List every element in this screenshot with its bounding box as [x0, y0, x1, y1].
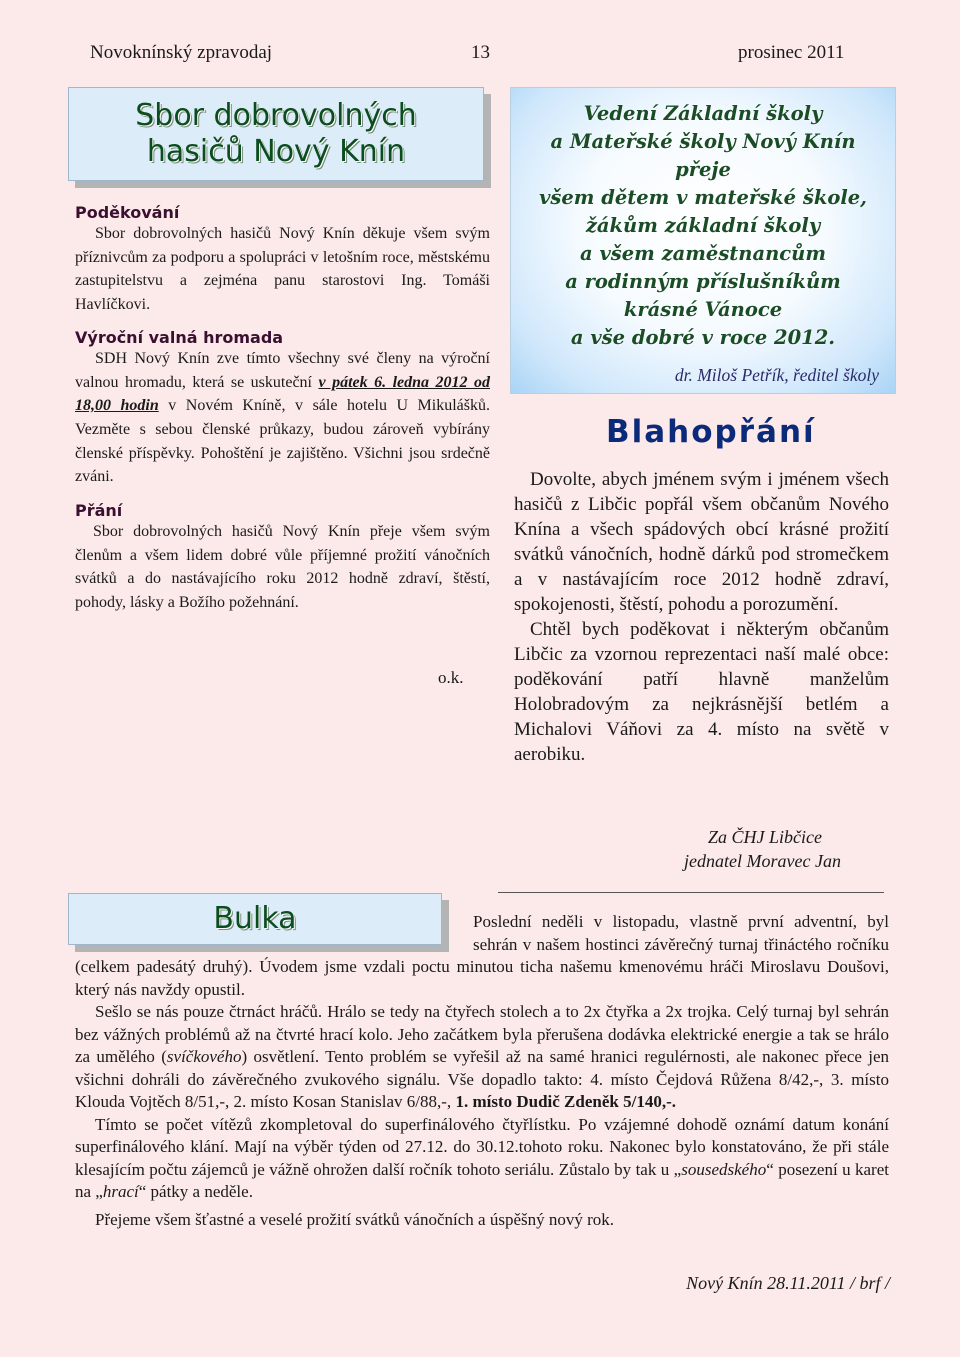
bulka-p1: Poslední neděli v listopadu, vlastně první adventní, byl sehrán v našem hostinci závěrečný turnaj třináctého ročníku (celkem padesátý druhý). Úvodem jsme vzdali poctu minutou ticha našemu kmenovému hráči Miroslavu Doušovi, který nás navždy opustil.	[75, 912, 889, 999]
bulka-winner: 1. místo Dudič Zdeněk 5/140,-.	[455, 1092, 676, 1111]
greeting-line: a rodinným příslušníkům	[565, 270, 841, 293]
bulka-p2-italic: svíčkového	[166, 1047, 242, 1066]
header-date: prosinec 2011	[738, 42, 845, 63]
bulka-p3-italic2: hrací	[102, 1182, 139, 1201]
sdh-title-line1: Sbor dobrovolných	[135, 98, 417, 133]
bulka-p3-c: “ pátky a neděle.	[138, 1182, 253, 1201]
vyrocni-text-b: v Novém Kníně, v sále hotelu U Mikulášků. Vezměte s sebou členské průkazy, budou zároveň vybírány členské příspěvky. Pohoštění je zajištěno. Všichni jsou srdečně zváni.	[75, 397, 490, 486]
podekovani-text: Sbor dobrovolných hasičů Nový Knín děkuje všem svým příznivcům za podporu a spolupráci v letošním roce, městskému zastupitelstvu a zejména panu starostovi Ing. Tomáši Havlíčkovi.	[75, 225, 490, 314]
vyrocni-heading: Výroční valná hromada	[75, 327, 284, 347]
greeting-line: žákům základní školy	[585, 214, 821, 237]
blahoprani-p1: Dovolte, abych jménem svým i jménem všech hasičů z Libčic popřál všem občanům Nového Knína a všech spádových obcí krásné prožití svátků vánočních, hodně dárků pod stromečkem a v nastávajícím roce 2012 hodně zdraví, spokojenosti, štěstí, pohodu a porozumění.	[514, 469, 889, 615]
bulka-p3-b: “ posezení u karet na „	[75, 1159, 889, 1201]
header-page-number: 13	[471, 42, 490, 63]
greeting-signature: dr. Miloš Petřík, ředitel školy	[674, 365, 879, 385]
bulka-p3-a: Tímto se počet vítězů zkompletoval do superfinálového čtyřlístku. Po vzájemné dohodě oznámí datum konání superfinálového klání. Mají na výběr týden od 27.12. do 30.12.tohoto roku. Nakonec bylo konstatováno, že při stále klesajícím počtu zájemců je vážně ohrožen další ročník tohoto seriálu. Zůstalo by tak u „	[75, 1114, 889, 1179]
blahoprani-sig2: jednatel Moravec Jan	[684, 851, 841, 871]
sdh-title-box	[68, 87, 484, 181]
divider	[498, 892, 884, 893]
blahoprani-body	[514, 467, 889, 767]
podekovani-heading: Poděkování	[75, 203, 180, 222]
sdh-title-line2: hasičů Nový Knín	[146, 134, 406, 169]
bulka-p3	[75, 1114, 889, 1204]
bulka-p2-b: ) osvětlení. Tento problém se vyřešil až na samé hranici regulérnosti, ale nakonec přece jen všichni dohráli do závěrečného zvukového signálu. Vše dopadlo takto: 4. místo Čejdová Růžena 8/42,-, 3. místo Klouda Vojtěch 8/51,-, 2. místo Kosan Stanislav 6/88,-,	[75, 1047, 889, 1111]
sdh-articles	[75, 203, 490, 615]
prani-signature: o.k.	[438, 668, 464, 687]
greeting-line: a Mateřské školy Nový Knín	[550, 130, 856, 153]
greeting-line: a všem zaměstnancům	[580, 242, 826, 265]
bulka-title: Bulka	[213, 901, 297, 936]
bulka-p3-italic1: sousedského	[681, 1159, 767, 1179]
greeting-line: krásné Vánoce	[623, 298, 783, 321]
greeting-line: a vše dobré v roce 2012.	[570, 326, 836, 349]
blahoprani-sig1: Za ČHJ Libčice	[708, 827, 822, 847]
prani-heading: Přání	[75, 501, 123, 521]
greeting-line: přeje	[675, 158, 731, 181]
blahoprani-title: Blahopřání	[606, 414, 816, 450]
vyrocni-text	[75, 347, 490, 489]
vyrocni-date: v pátek 6. ledna 2012 od 18,00 hodin	[75, 373, 491, 415]
school-greeting-box	[510, 87, 896, 394]
vyrocni-text-a: SDH Nový Knín zve tímto všechny své členy na výroční valnou hromadu, která se uskuteční	[75, 349, 490, 391]
greeting-line: Vedení Základní školy	[583, 102, 823, 125]
bulka-signature: Nový Knín 28.11.2011 / brf /	[686, 1273, 890, 1293]
school-greeting-text	[511, 88, 895, 352]
greeting-line: všem dětem v mateřské škole,	[539, 186, 867, 209]
bulka-p2-a: Sešlo se nás pouze čtrnáct hráčů. Hrálo se tedy na čtyřech stolech a to 2x čtyřka a 2x trojka. Celý turnaj byl sehrán bez vážných problémů až na čtvrté hrací kolo. Jeho začátkem byla přerušena dodávka elektrické energie a tak se hrálo za umělého (	[75, 1002, 889, 1066]
prani-text: Sbor dobrovolných hasičů Nový Knín přeje všem svým členům a všem lidem dobré vůle příjemné prožití vánočních svátků a do nastávajícího roku 2012 hodně zdraví, štěstí, pohody, lásky a Božího požehnání.	[75, 523, 490, 612]
bulka-p4: Přejeme všem šťastné a veselé prožití svátků vánočních a úspěšný nový rok.	[95, 1209, 615, 1229]
header-publication: Novoknínský zpravodaj	[90, 42, 273, 63]
blahoprani-p2: Chtěl bych poděkovat i některým občanům Libčic za vzornou reprezentaci naší malé obce: poděkování patří hlavně manželům Holobradovým za nejkrásnější betlém a Michalovi Váňovi za 4. místo na světě v aerobiku.	[514, 619, 889, 765]
bulka-p2	[75, 1001, 889, 1114]
bulka-article	[75, 911, 889, 1231]
